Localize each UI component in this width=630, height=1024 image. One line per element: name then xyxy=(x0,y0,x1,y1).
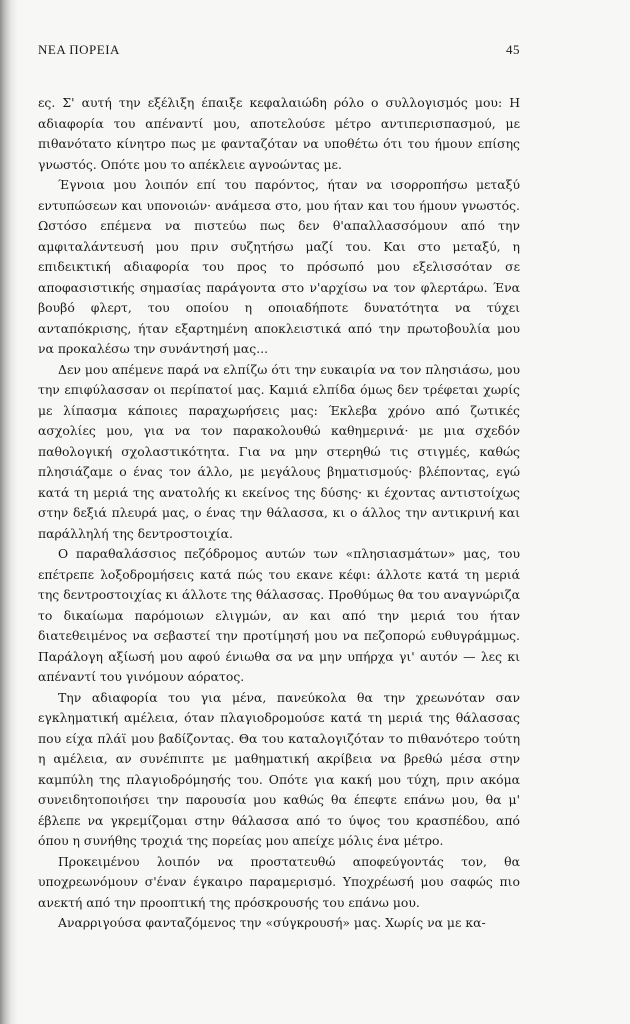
paragraph: Ο παραθαλάσσιος πεζόδρομος αυτών των «πλησιασμάτων» μας, του επέτρεπε λοξοδρομήσεις κατά πώς του εκανε κέφι: άλλοτε κατά τη μεριά της δεντροστοιχίας κι άλλοτε της θάλασσας. Προθύμως θα του αναγνώριζα το δικαίωμα παρόμοιων ελιγμών, αν και από την μεριά του ήταν διατεθειμένος να σεβαστεί την προτίμησή μου να πεζοπορώ ευθυγράμμως. Παράλογη αξίωσή μου αφού ένιωθα σα να μην υπήρχα γι' αυτόν — λες κι απέναντί του γινόμουν αόρατος. xyxy=(38,546,520,684)
book-spine-shadow xyxy=(0,0,18,1024)
paragraph: Έγνοια μου λοιπόν επί του παρόντος, ήταν να ισορροπήσω μεταξύ εντυπώσεων και υπονοιών· ανάμεσα στο, μου ήταν και του ήμουν γνωστός. Ωστόσο επέμενα να πιστεύω πως δεν θ'απαλλασσόμουν από την αμφιταλάντευσή μου πριν συζητήσω μαζί του. Και στο μεταξύ, η επιδεικτική αδιαφορία του προς το πρόσωπό μου εξελισσόταν σε αποφασιστικής σημασίας παράγοντα στο ν'αρχίσω να τον φλερτάρω. Ένα βουβό φλερτ, του οποίου η οποιαδήποτε δυνατότητα να τύχει ανταπόκρισης, ήταν εξαρτημένη αποκλειστικά από την πρωτοβουλία μου να προκαλέσω την συνάντησή μας... xyxy=(38,177,520,356)
body-text xyxy=(38,93,520,934)
paragraph: Δεν μου απέμενε παρά να ελπίζω ότι την ευκαιρία να τον πλησιάσω, μου την επιφύλασσαν οι περίπατοί μας. Καμιά ελπίδα όμως δεν τρέφεται χωρίς με λίπασμα κάποιες παραχωρήσεις μας: Έκλεβα χρόνο από ζωτικές ασχολίες μου, για να τον παρακολουθώ καθημερινά· με μια σχεδόν παθολογική σχολαστικότητα. Για να μην στερηθώ τις στιγμές, καθώς πλησιάζαμε ο ένας τον άλλο, με μεγάλους βηματισμούς· βλέποντας, εγώ κατά τη μεριά της ανατολής κι εκείνος της δύσης· κι έχοντας αντιστοίχως στην δεξιά πλευρά μας, ο ένας την θάλασσα, κι ο άλλος την αντικρινή και παράλληλή της δεντροστοιχία. xyxy=(38,361,520,541)
running-title: ΝΕΑ ΠΟΡΕΙΑ xyxy=(38,42,120,57)
paragraph: Προκειμένου λοιπόν να προστατευθώ αποφεύγοντάς τον, θα υποχρεωνόμουν σ'έναν έγκαιρο παραμερισμό. Υποχρέωσή μου σαφώς πιο ανεκτή από την προοπτική της πρόσκρουσής του επάνω μου. xyxy=(38,853,520,910)
paragraph: Την αδιαφορία του για μένα, πανεύκολα θα την χρεωνόταν σαν εγκληματική αμέλεια, όταν πλαγιοδρομούσε κατά τη μεριά της θάλασσας που είχα πλάϊ μου βαδίζοντας. Θα του καταλογιζόταν το πιθανότερο τούτη η αμέλεια, αν συνέπιπτε με μαθηματική ακρίβεια να βρεθώ μέσα στην καμπύλη της πλαγιοδρόμησής του. Οπότε για κακή μου τύχη, πριν ακόμα συνειδητοποιήσει την παρουσία μου καθώς θα έπεφτε επάνω μου, θα μ' έβλεπε να γκρεμίζομαι στην θάλασσα από το ύψος του κρασπέδου, από όπου η συνήθης τροχιά της πορείας μου απείχε μόλις ένα μέτρο. xyxy=(38,689,520,848)
page-number: 45 xyxy=(506,42,520,57)
page-header xyxy=(38,42,520,58)
paragraph: ες. Σ' αυτή την εξέλιξη έπαιξε κεφαλαιώδη ρόλο ο συλλογισμός μου: Η αδιαφορία του απέναντί μου, αποτελούσε μέτρο αντιπερισπασμού, με πιθανότατο κίνητρο πως με φανταζόταν να υποθέτω ότι του ήμουν επίσης γνωστός. Οπότε μου το απέκλειε αγνοώντας με. xyxy=(38,95,520,172)
paragraph: Αναρριγούσα φανταζόμενος την «σύγκρουσή» μας. Χωρίς να με κα- xyxy=(58,915,486,930)
